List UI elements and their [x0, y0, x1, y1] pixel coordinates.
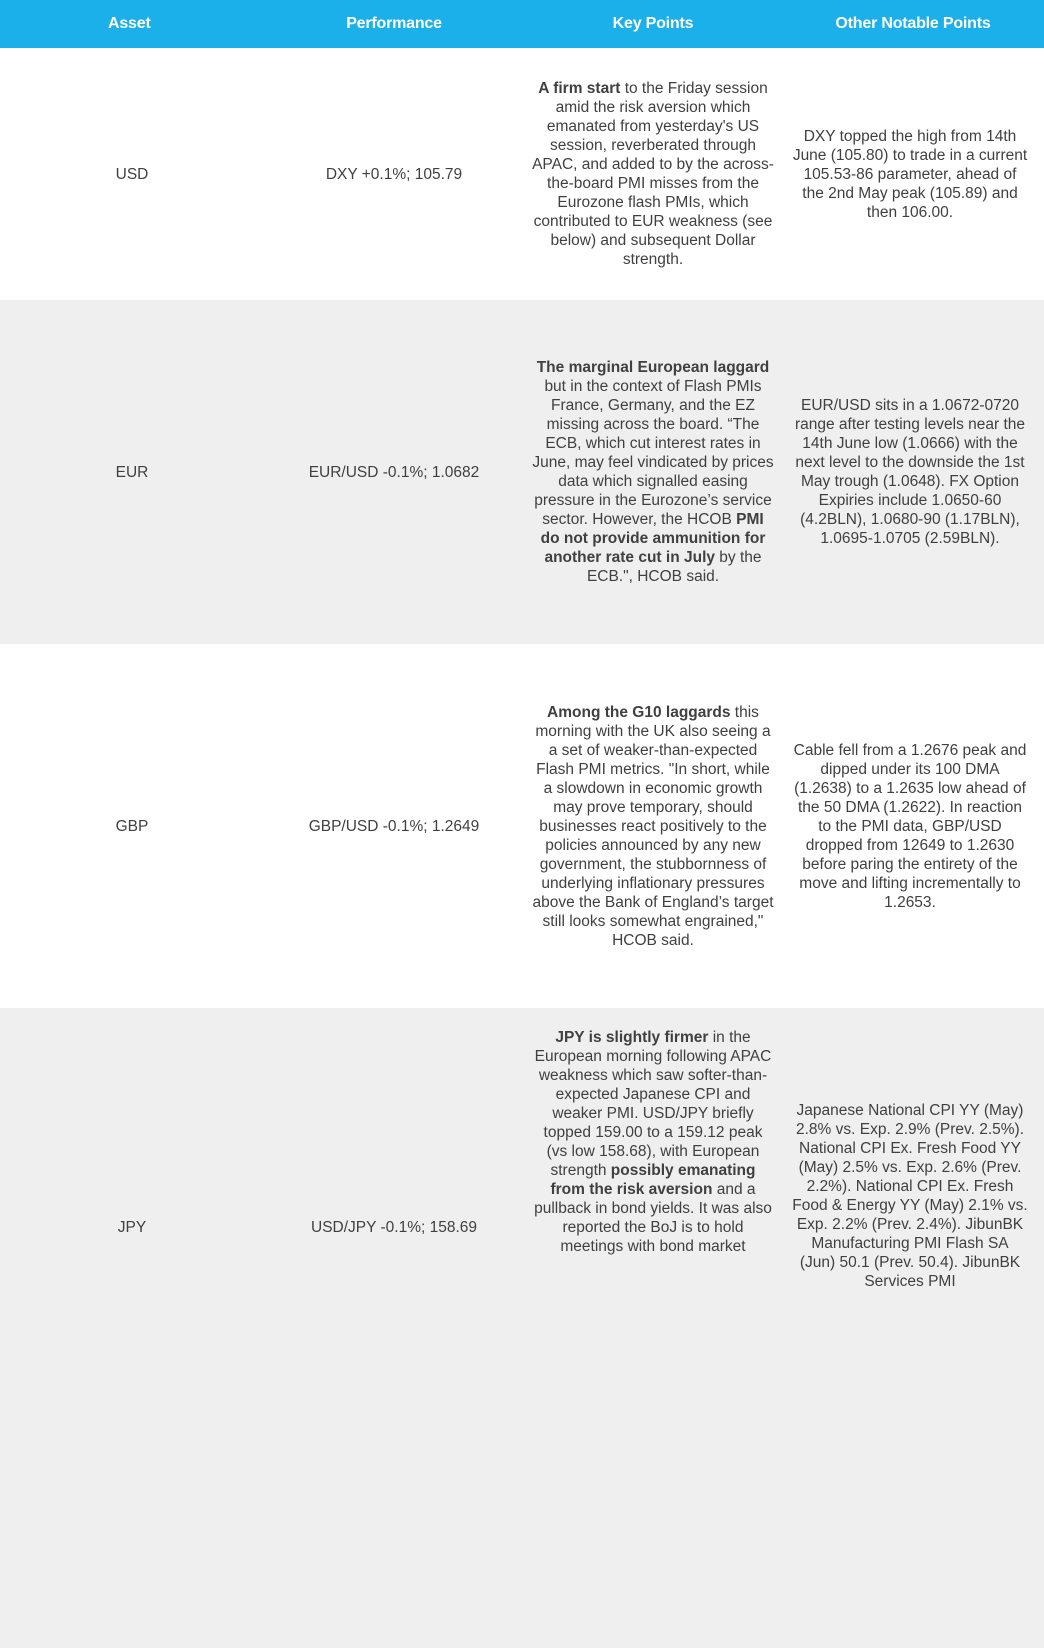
asset-label: USD: [115, 165, 149, 183]
table-row-gbp: [0, 644, 1044, 1008]
key-point-text-run: this morning with the UK also seeing a a set of weaker-than-expected Flash PMI metrics. "In short, while a slowdown in economic growth may prove temporary, should businesses react positively to the policies announced by any new government, the stubbornness of underlying inflationary pressures above the Bank of England’s target still looks somewhat engrained," HCOB said.: [532, 703, 774, 949]
table-header-row: [0, 0, 1044, 48]
key-point-text-run: in the European morning following APAC weakness which saw softer-than-expected Japanese CPI and weaker PMI. USD/JPY briefly topped 159.00 to a 159.12 peak (vs low 158.68), with European strength: [534, 1029, 772, 1179]
key-points-text: [524, 358, 782, 586]
table-row-jpy: [0, 1008, 1044, 1648]
performance-cell: EUR/USD -0.1%; 1.0682: [264, 300, 524, 644]
key-point-emphasis: PMI do not provide ammunition for another rate cut in July: [540, 511, 766, 566]
key-points-cell: [524, 644, 782, 1008]
performance-cell: DXY +0.1%; 105.79: [264, 48, 524, 300]
asset-cell: [0, 1008, 264, 1648]
other-points-cell: [782, 1008, 1044, 1648]
performance-cell: USD/JPY -0.1%; 158.69: [264, 1008, 524, 1648]
table-row-eur: [0, 300, 1044, 644]
key-points-text: [524, 79, 782, 269]
key-points-cell: [524, 48, 782, 300]
key-point-text-run: by the ECB.", HCOB said.: [586, 549, 762, 585]
header-key-points: Key Points: [524, 0, 782, 48]
asset-label: JPY: [117, 1219, 147, 1236]
key-point-emphasis: Among the G10 laggards: [547, 703, 731, 721]
performance-cell: GBP/USD -0.1%; 1.2649: [264, 644, 524, 1008]
other-points-cell: [782, 644, 1044, 1008]
key-point-emphasis: possibly emanating from the risk aversion: [550, 1162, 756, 1198]
key-points-text: [524, 1008, 782, 1256]
other-points-cell: [782, 48, 1044, 300]
header-performance: Performance: [264, 0, 524, 48]
key-point-emphasis: JPY is slightly firmer: [555, 1029, 709, 1046]
asset-cell: [0, 48, 264, 300]
key-point-emphasis: A firm start: [538, 80, 621, 97]
key-points-cell: [524, 300, 782, 644]
other-points-text: Cable fell from a 1.2676 peak and dipped under its 100 DMA (1.2638) to a 1.2635 low ahead of the 50 DMA (1.2622). In reaction to the PMI data, GBP/USD dropped from 12649 to 1.2630 before paring the entirety of the move and lifting incrementally to 1.2653.: [793, 741, 1027, 911]
asset-cell: [0, 644, 264, 1008]
asset-label: GBP: [115, 817, 149, 835]
other-points-text: DXY topped the high from 14th June (105.80) to trade in a current 105.53-86 parameter, ahead of the 2nd May peak (105.89) and then 106.00.: [792, 127, 1028, 221]
header-other-notable-points: Other Notable Points: [782, 0, 1044, 48]
key-point-text-run: and a pullback in bond yields. It was also reported the BoJ is to hold meetings with bond market: [534, 1181, 772, 1255]
asset-label: EUR: [115, 463, 149, 481]
header-asset: Asset: [0, 0, 264, 48]
key-point-text-run: to the Friday session amid the risk aversion which emanated from yesterday's US session, reverberated through APAC, and added to by the across-the-board PMI misses from the Eurozone flash PMIs, which contributed to EUR weakness (see below) and subsequent Dollar strength.: [532, 80, 774, 268]
key-points-text: [524, 703, 782, 950]
other-points-text: Japanese National CPI YY (May) 2.8% vs. Exp. 2.9% (Prev. 2.5%). National CPI Ex. Fresh Food YY (May) 2.5% vs. Exp. 2.6% (Prev. 2.2%). National CPI Ex. Fresh Food & Energy YY (May) 2.1% vs. Exp. 2.2% (Prev. 2.4%). JibunBK Manufacturing PMI Flash SA (Jun) 50.1 (Prev. 50.4). JibunBK Services PMI: [792, 1102, 1028, 1290]
other-points-cell: [782, 300, 1044, 644]
table-row-usd: [0, 48, 1044, 300]
key-point-text-run: but in the context of Flash PMIs France, Germany, and the EZ missing across the board. “The ECB, which cut interest rates in June, may feel vindicated by prices data which signalled easing pressure in the Eurozone’s service sector. However, the HCOB: [532, 378, 774, 528]
key-point-emphasis: The marginal European laggard: [536, 359, 770, 376]
asset-cell: [0, 300, 264, 644]
key-points-cell: [524, 1008, 782, 1648]
other-points-text: EUR/USD sits in a 1.0672-0720 range after testing levels near the 14th June low (1.0666) with the next level to the downside the 1st May trough (1.0648). FX Option Expiries include 1.0650-60 (4.2BLN), 1.0680-90 (1.17BLN), 1.0695-1.0705 (2.59BLN).: [794, 397, 1026, 547]
